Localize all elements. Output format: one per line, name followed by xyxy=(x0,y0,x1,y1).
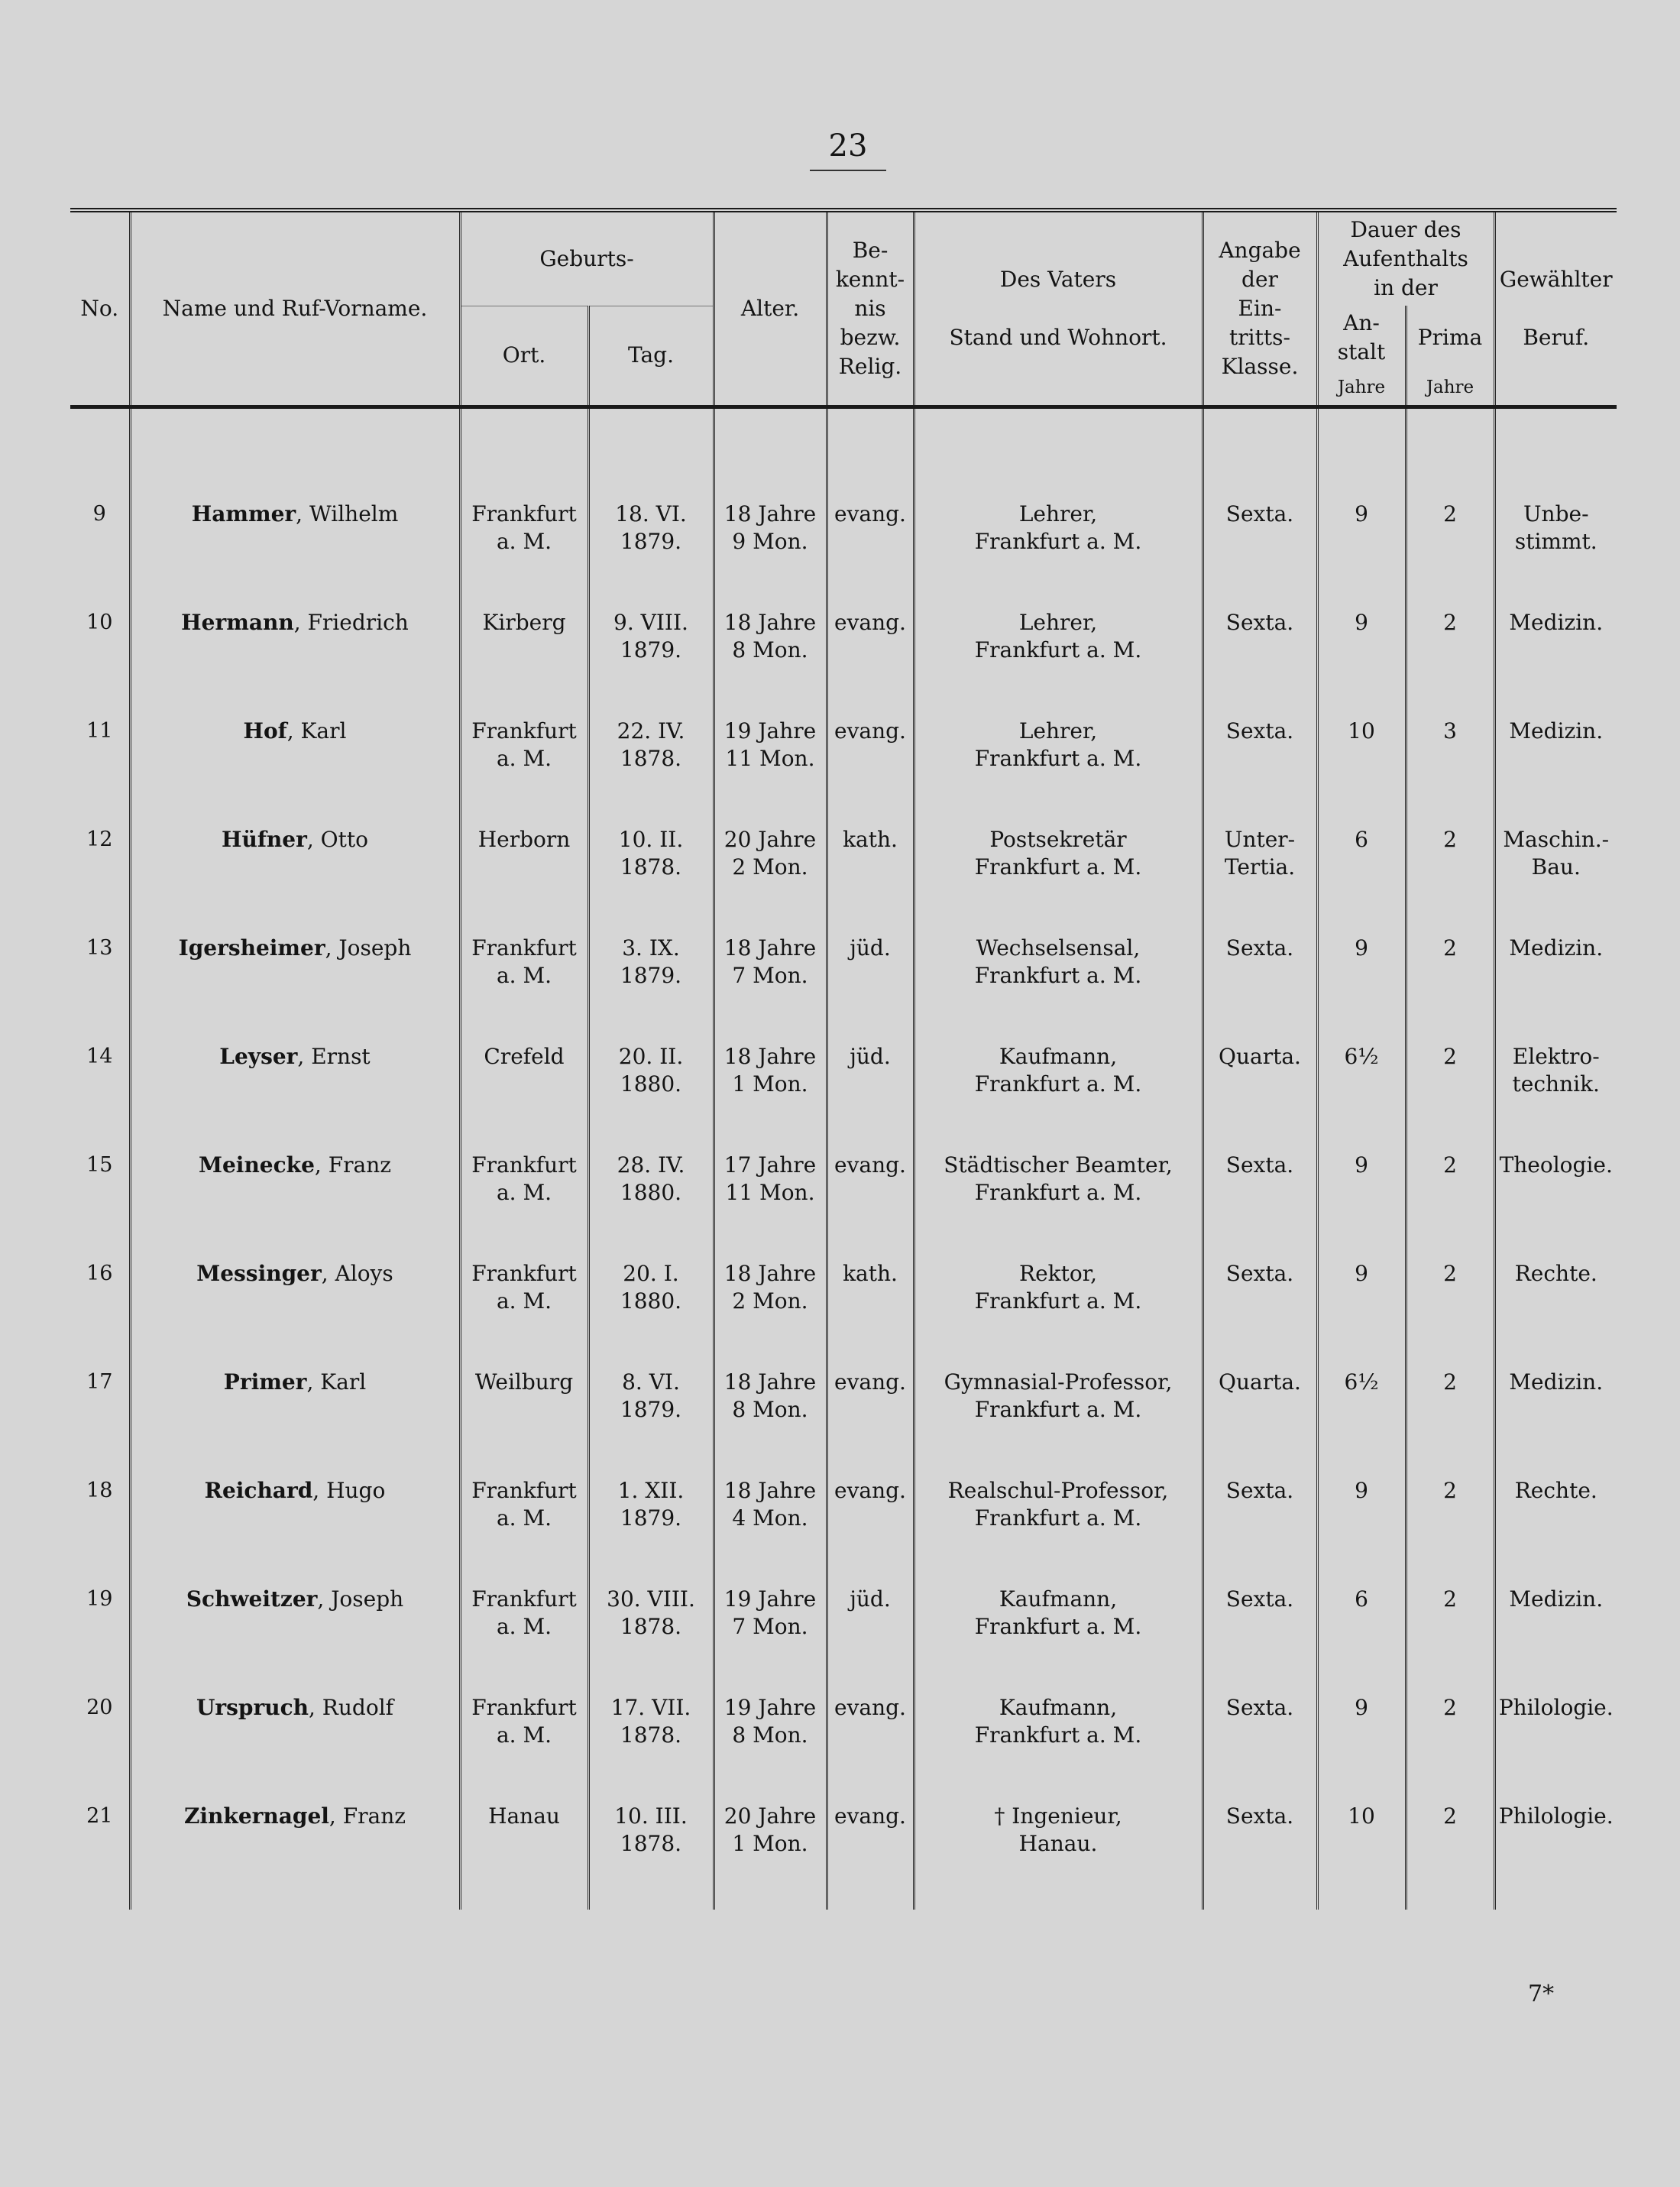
header-dauer: Dauer des Aufenthalts in der xyxy=(1317,210,1494,306)
header-ort: Ort. xyxy=(460,306,588,407)
cell-name xyxy=(130,1043,460,1152)
cell-years-prima: 3 xyxy=(1406,718,1494,826)
table-row xyxy=(70,609,1617,718)
header-anstalt: An- stalt xyxy=(1317,306,1406,370)
cell-father: Gymnasial-Professor, Frankfurt a. M. xyxy=(914,1369,1203,1477)
table-row xyxy=(70,935,1617,1043)
header-prima: Prima xyxy=(1406,306,1494,370)
header-geburts: Geburts- xyxy=(460,210,714,306)
cell-father: Lehrer, Frankfurt a. M. xyxy=(914,407,1203,610)
cell-name xyxy=(130,935,460,1043)
cell-years-prima: 2 xyxy=(1406,1260,1494,1369)
cell-years-prima: 2 xyxy=(1406,1586,1494,1694)
cell-years-prima: 2 xyxy=(1406,609,1494,718)
cell-years-institution: 6½ xyxy=(1317,1369,1406,1477)
surname: Hof xyxy=(243,718,287,744)
surname: Hermann xyxy=(181,610,294,635)
signature-mark: 7* xyxy=(1528,1981,1555,2007)
cell-birth-place: Frankfurt a. M. xyxy=(460,1694,588,1803)
table-body xyxy=(70,407,1617,1910)
cell-years-prima: 2 xyxy=(1406,1803,1494,1910)
cell-birth-date: 20. II. 1880. xyxy=(588,1043,714,1152)
cell-religion: evang. xyxy=(827,1803,914,1910)
cell-years-institution: 9 xyxy=(1317,609,1406,718)
header-name: Name und Ruf-Vorname. xyxy=(130,210,460,407)
cell-name xyxy=(130,609,460,718)
cell-birth-place: Frankfurt a. M. xyxy=(460,935,588,1043)
cell-birth-place: Frankfurt a. M. xyxy=(460,407,588,610)
cell-father: Städtischer Beamter, Frankfurt a. M. xyxy=(914,1152,1203,1260)
header-tag: Tag. xyxy=(588,306,714,407)
table-row xyxy=(70,1152,1617,1260)
first-name: , Hugo xyxy=(312,1478,386,1503)
cell-birth-date: 20. I. 1880. xyxy=(588,1260,714,1369)
first-name: , Franz xyxy=(329,1803,406,1829)
cell-father: Kaufmann, Frankfurt a. M. xyxy=(914,1043,1203,1152)
cell-age: 19 Jahre 8 Mon. xyxy=(714,1694,827,1803)
cell-name xyxy=(130,1152,460,1260)
cell-name xyxy=(130,1586,460,1694)
cell-age: 18 Jahre 9 Mon. xyxy=(714,407,827,610)
cell-years-institution: 9 xyxy=(1317,1260,1406,1369)
graduates-table xyxy=(70,208,1617,1910)
cell-entry-class: Sexta. xyxy=(1203,1152,1317,1260)
surname: Hammer xyxy=(191,501,296,526)
cell-birth-date: 10. III. 1878. xyxy=(588,1803,714,1910)
cell-birth-place: Frankfurt a. M. xyxy=(460,1152,588,1260)
cell-age: 20 Jahre 2 Mon. xyxy=(714,826,827,935)
surname: Reichard xyxy=(204,1478,313,1503)
cell-profession: Maschin.- Bau. xyxy=(1494,826,1617,935)
cell-no: 17 xyxy=(86,1370,113,1394)
header-prima-unit: Jahre xyxy=(1406,370,1494,407)
cell-birth-date: 10. II. 1878. xyxy=(588,826,714,935)
first-name: , Wilhelm xyxy=(296,501,399,526)
cell-no: 12 xyxy=(86,828,113,851)
table-row xyxy=(70,1803,1617,1910)
cell-years-prima: 2 xyxy=(1406,1369,1494,1477)
cell-age: 18 Jahre 7 Mon. xyxy=(714,935,827,1043)
surname: Hüfner xyxy=(222,827,307,852)
cell-age: 20 Jahre 1 Mon. xyxy=(714,1803,827,1910)
cell-years-institution: 9 xyxy=(1317,407,1406,610)
first-name: , Otto xyxy=(306,827,368,852)
header-beruf: Gewählter Beruf. xyxy=(1494,210,1617,407)
cell-no: 19 xyxy=(86,1587,113,1611)
cell-years-institution: 6½ xyxy=(1317,1043,1406,1152)
table-row xyxy=(70,1694,1617,1803)
cell-entry-class: Sexta. xyxy=(1203,1477,1317,1586)
first-name: , Friedrich xyxy=(293,610,409,635)
cell-religion: jüd. xyxy=(827,1043,914,1152)
cell-name xyxy=(130,1260,460,1369)
cell-birth-date: 18. VI. 1879. xyxy=(588,407,714,610)
header-no: No. xyxy=(70,210,130,407)
cell-father: Lehrer, Frankfurt a. M. xyxy=(914,609,1203,718)
cell-age: 19 Jahre 7 Mon. xyxy=(714,1586,827,1694)
cell-entry-class: Sexta. xyxy=(1203,1586,1317,1694)
surname: Messinger xyxy=(196,1261,322,1286)
cell-no: 20 xyxy=(86,1696,113,1719)
cell-birth-place: Frankfurt a. M. xyxy=(460,718,588,826)
cell-name xyxy=(130,718,460,826)
first-name: , Karl xyxy=(286,718,347,744)
cell-religion: kath. xyxy=(827,1260,914,1369)
cell-birth-place: Crefeld xyxy=(460,1043,588,1152)
surname: Schweitzer xyxy=(186,1586,318,1612)
cell-entry-class: Sexta. xyxy=(1203,718,1317,826)
cell-religion: evang. xyxy=(827,609,914,718)
cell-religion: evang. xyxy=(827,1694,914,1803)
cell-name xyxy=(130,1694,460,1803)
cell-years-prima: 2 xyxy=(1406,826,1494,935)
cell-no: 9 xyxy=(92,502,106,526)
first-name: , Joseph xyxy=(325,935,412,961)
cell-birth-date: 28. IV. 1880. xyxy=(588,1152,714,1260)
cell-age: 18 Jahre 1 Mon. xyxy=(714,1043,827,1152)
cell-entry-class: Unter- Tertia. xyxy=(1203,826,1317,935)
cell-birth-date: 9. VIII. 1879. xyxy=(588,609,714,718)
cell-profession: Medizin. xyxy=(1494,1586,1617,1694)
first-name: , Joseph xyxy=(317,1586,404,1612)
cell-age: 18 Jahre 2 Mon. xyxy=(714,1260,827,1369)
cell-profession: Medizin. xyxy=(1494,1369,1617,1477)
page-number-rule xyxy=(810,170,886,171)
surname: Meinecke xyxy=(199,1152,315,1178)
cell-years-prima: 2 xyxy=(1406,1043,1494,1152)
cell-no: 18 xyxy=(86,1479,113,1502)
surname: Igersheimer xyxy=(178,935,325,961)
cell-age: 18 Jahre 8 Mon. xyxy=(714,1369,827,1477)
cell-father: † Ingenieur, Hanau. xyxy=(914,1803,1203,1910)
cell-years-prima: 2 xyxy=(1406,1694,1494,1803)
header-vater: Des Vaters Stand und Wohnort. xyxy=(914,210,1203,407)
first-name: , Franz xyxy=(314,1152,391,1178)
cell-birth-place: Hanau xyxy=(460,1803,588,1910)
cell-birth-place: Frankfurt a. M. xyxy=(460,1586,588,1694)
cell-entry-class: Sexta. xyxy=(1203,1260,1317,1369)
cell-age: 18 Jahre 8 Mon. xyxy=(714,609,827,718)
table-row xyxy=(70,718,1617,826)
cell-years-institution: 6 xyxy=(1317,1586,1406,1694)
cell-name xyxy=(130,1369,460,1477)
cell-profession: Medizin. xyxy=(1494,935,1617,1043)
cell-profession: Medizin. xyxy=(1494,718,1617,826)
cell-years-institution: 9 xyxy=(1317,1477,1406,1586)
cell-religion: kath. xyxy=(827,826,914,935)
cell-father: Kaufmann, Frankfurt a. M. xyxy=(914,1586,1203,1694)
cell-no: 15 xyxy=(86,1153,113,1177)
cell-years-institution: 9 xyxy=(1317,1152,1406,1260)
cell-birth-date: 1. XII. 1879. xyxy=(588,1477,714,1586)
cell-religion: jüd. xyxy=(827,935,914,1043)
cell-profession: Philologie. xyxy=(1494,1694,1617,1803)
cell-name xyxy=(130,1477,460,1586)
cell-father: Lehrer, Frankfurt a. M. xyxy=(914,718,1203,826)
cell-profession: Theologie. xyxy=(1494,1152,1617,1260)
cell-no: 13 xyxy=(86,936,113,960)
cell-years-prima: 2 xyxy=(1406,1477,1494,1586)
cell-father: Wechselsensal, Frankfurt a. M. xyxy=(914,935,1203,1043)
first-name: , Aloys xyxy=(321,1261,393,1286)
cell-entry-class: Sexta. xyxy=(1203,407,1317,610)
table-row xyxy=(70,1369,1617,1477)
cell-religion: jüd. xyxy=(827,1586,914,1694)
surname: Zinkernagel xyxy=(183,1803,329,1829)
cell-religion: evang. xyxy=(827,407,914,610)
first-name: , Ernst xyxy=(297,1044,371,1069)
cell-birth-date: 17. VII. 1878. xyxy=(588,1694,714,1803)
table-row xyxy=(70,1043,1617,1152)
table-row xyxy=(70,407,1617,610)
cell-no: 10 xyxy=(86,611,113,634)
cell-entry-class: Sexta. xyxy=(1203,609,1317,718)
cell-years-prima: 2 xyxy=(1406,1152,1494,1260)
table-row xyxy=(70,826,1617,935)
cell-religion: evang. xyxy=(827,1152,914,1260)
cell-birth-date: 30. VIII. 1878. xyxy=(588,1586,714,1694)
surname: Urspruch xyxy=(196,1695,309,1720)
cell-profession: Elektro- technik. xyxy=(1494,1043,1617,1152)
cell-birth-date: 8. VI. 1879. xyxy=(588,1369,714,1477)
cell-profession: Philologie. xyxy=(1494,1803,1617,1910)
cell-father: Realschul-Professor, Frankfurt a. M. xyxy=(914,1477,1203,1586)
cell-age: 18 Jahre 4 Mon. xyxy=(714,1477,827,1586)
cell-entry-class: Quarta. xyxy=(1203,1043,1317,1152)
table-header xyxy=(70,210,1617,407)
cell-father: Postsekretär Frankfurt a. M. xyxy=(914,826,1203,935)
cell-name xyxy=(130,826,460,935)
cell-age: 19 Jahre 11 Mon. xyxy=(714,718,827,826)
cell-profession: Medizin. xyxy=(1494,609,1617,718)
cell-entry-class: Sexta. xyxy=(1203,935,1317,1043)
header-eintritt: Angabe der Ein- tritts- Klasse. xyxy=(1203,210,1317,407)
cell-name xyxy=(130,407,460,610)
header-anstalt-unit: Jahre xyxy=(1317,370,1406,407)
header-bekenntnis: Be- kennt- nis bezw. Relig. xyxy=(827,210,914,407)
cell-age: 17 Jahre 11 Mon. xyxy=(714,1152,827,1260)
cell-birth-place: Frankfurt a. M. xyxy=(460,1260,588,1369)
first-name: , Karl xyxy=(306,1369,367,1395)
cell-no: 21 xyxy=(86,1804,113,1828)
cell-birth-date: 22. IV. 1878. xyxy=(588,718,714,826)
cell-entry-class: Sexta. xyxy=(1203,1803,1317,1910)
cell-years-institution: 10 xyxy=(1317,1803,1406,1910)
cell-profession: Unbe- stimmt. xyxy=(1494,407,1617,610)
table-row xyxy=(70,1477,1617,1586)
page-number: 23 xyxy=(828,128,868,164)
surname: Leyser xyxy=(219,1044,298,1069)
cell-birth-place: Weilburg xyxy=(460,1369,588,1477)
cell-father: Rektor, Frankfurt a. M. xyxy=(914,1260,1203,1369)
first-name: , Rudolf xyxy=(309,1695,394,1720)
cell-birth-place: Kirberg xyxy=(460,609,588,718)
surname: Primer xyxy=(223,1369,307,1395)
cell-years-institution: 9 xyxy=(1317,935,1406,1043)
cell-years-institution: 6 xyxy=(1317,826,1406,935)
cell-years-institution: 9 xyxy=(1317,1694,1406,1803)
cell-entry-class: Sexta. xyxy=(1203,1694,1317,1803)
header-alter: Alter. xyxy=(714,210,827,407)
table-row xyxy=(70,1260,1617,1369)
cell-religion: evang. xyxy=(827,1369,914,1477)
cell-religion: evang. xyxy=(827,1477,914,1586)
table-row xyxy=(70,1586,1617,1694)
cell-years-prima: 2 xyxy=(1406,407,1494,610)
cell-birth-place: Frankfurt a. M. xyxy=(460,1477,588,1586)
cell-entry-class: Quarta. xyxy=(1203,1369,1317,1477)
cell-years-institution: 10 xyxy=(1317,718,1406,826)
cell-father: Kaufmann, Frankfurt a. M. xyxy=(914,1694,1203,1803)
cell-birth-date: 3. IX. 1879. xyxy=(588,935,714,1043)
cell-no: 14 xyxy=(86,1045,113,1068)
cell-birth-place: Herborn xyxy=(460,826,588,935)
cell-no: 16 xyxy=(86,1262,113,1285)
cell-years-prima: 2 xyxy=(1406,935,1494,1043)
cell-religion: evang. xyxy=(827,718,914,826)
cell-profession: Rechte. xyxy=(1494,1477,1617,1586)
cell-name xyxy=(130,1803,460,1910)
cell-no: 11 xyxy=(86,719,113,743)
cell-profession: Rechte. xyxy=(1494,1260,1617,1369)
